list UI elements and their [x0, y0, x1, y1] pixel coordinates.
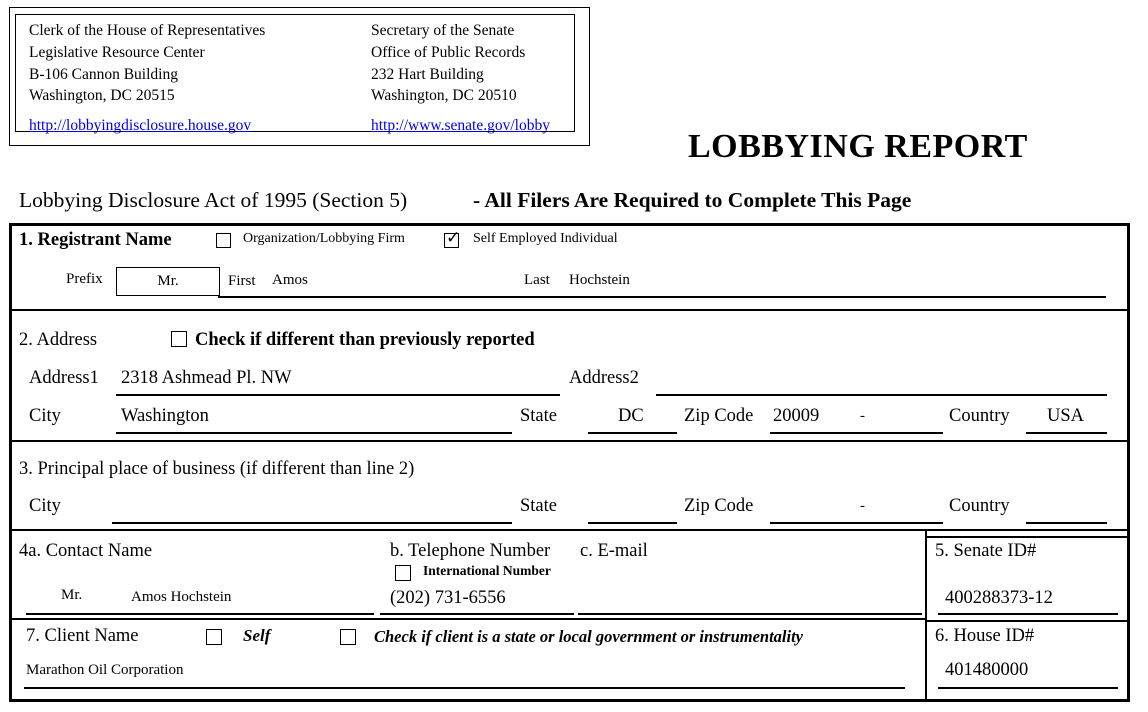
- contact-name-field[interactable]: Amos Hochstein: [131, 589, 232, 605]
- contact-name-label: 4a. Contact Name: [19, 541, 153, 561]
- house-id-label: 6. House ID#: [935, 626, 1035, 646]
- principal-zip-dash: -: [860, 498, 865, 514]
- client-name-field[interactable]: Marathon Oil Corporation: [26, 662, 184, 678]
- city-underline: [116, 432, 512, 434]
- last-name-label: Last: [524, 272, 550, 288]
- address-different-label: Check if different than previously reported: [195, 330, 535, 350]
- client-self-label: Self: [243, 626, 271, 645]
- address1-label: Address1: [29, 368, 99, 388]
- senate-id-label: 5. Senate ID#: [935, 541, 1037, 561]
- state-local-government-label: Check if client is a state or local government or instrumentality: [374, 627, 804, 646]
- self-employed-checkbox[interactable]: [444, 228, 461, 248]
- senate-address-line4: Washington, DC 20510: [371, 87, 517, 104]
- state-field[interactable]: DC: [618, 406, 644, 426]
- address2-label: Address2: [569, 368, 639, 388]
- principal-city-underline: [112, 522, 512, 524]
- section-divider-2: [12, 440, 1127, 442]
- house-lobbying-link[interactable]: http://lobbyingdisclosure.house.gov: [29, 117, 252, 134]
- senate-id-underline: [938, 613, 1118, 615]
- client-self-checkbox[interactable]: [206, 629, 222, 645]
- contact-name-underline: [26, 613, 374, 615]
- principal-country-label: Country: [949, 496, 1010, 516]
- house-address-line1: Clerk of the House of Representatives: [29, 22, 266, 39]
- address1-field[interactable]: 2318 Ashmead Pl. NW: [121, 368, 292, 388]
- address2-underline: [656, 394, 1107, 396]
- telephone-field[interactable]: (202) 731-6556: [390, 588, 506, 608]
- zip-underline: [770, 432, 943, 434]
- section-divider-4: [12, 618, 926, 620]
- state-label: State: [520, 406, 557, 426]
- organization-option-label: Organization/Lobbying Firm: [243, 231, 405, 246]
- last-name-field[interactable]: Hochstein: [569, 272, 630, 288]
- self-employed-option-label: Self Employed Individual: [473, 231, 618, 246]
- senate-id-field[interactable]: 400288373-12: [945, 588, 1053, 608]
- principal-state-underline: [588, 522, 677, 524]
- principal-city-label: City: [29, 496, 61, 516]
- client-name-underline: [24, 687, 905, 689]
- house-id-underline: [938, 687, 1118, 689]
- state-underline: [588, 432, 677, 434]
- act-notice: - All Filers Are Required to Complete This Page: [473, 188, 912, 212]
- email-underline: [578, 613, 922, 615]
- id-box-divider: [927, 620, 1127, 622]
- country-field[interactable]: USA: [1047, 406, 1085, 426]
- telephone-underline: [380, 613, 574, 615]
- email-label: c. E-mail: [580, 541, 648, 561]
- address-different-checkbox[interactable]: [171, 331, 187, 347]
- address1-underline: [116, 394, 560, 396]
- senate-id-top-rule: [927, 536, 1127, 538]
- city-field[interactable]: Washington: [121, 406, 209, 426]
- act-line: Lobbying Disclosure Act of 1995 (Section 5): [19, 188, 408, 212]
- house-address-line3: B-106 Cannon Building: [29, 66, 178, 83]
- international-number-checkbox[interactable]: [395, 565, 411, 581]
- contact-prefix-field[interactable]: Mr.: [61, 587, 83, 603]
- zip-field[interactable]: 20009: [773, 406, 820, 426]
- telephone-label: b. Telephone Number: [390, 541, 551, 561]
- prefix-label: Prefix: [66, 271, 103, 287]
- organization-checkbox[interactable]: [216, 233, 231, 248]
- registrant-name-label: 1. Registrant Name: [19, 230, 172, 250]
- zip-dash: -: [860, 408, 865, 424]
- zip-label: Zip Code: [684, 406, 754, 426]
- country-underline: [1026, 432, 1107, 434]
- house-id-field[interactable]: 401480000: [945, 660, 1029, 680]
- checkmark-icon: ✓: [446, 228, 461, 248]
- principal-zip-underline: [770, 522, 943, 524]
- state-local-government-checkbox[interactable]: [340, 629, 356, 645]
- international-number-label: International Number: [423, 563, 551, 578]
- report-title: LOBBYING REPORT: [688, 128, 1028, 165]
- house-address-line2: Legislative Resource Center: [29, 44, 205, 61]
- house-address-line4: Washington, DC 20515: [29, 87, 175, 104]
- senate-address-line2: Office of Public Records: [371, 44, 526, 61]
- principal-country-underline: [1026, 522, 1107, 524]
- city-label: City: [29, 406, 61, 426]
- principal-place-label: 3. Principal place of business (if different than line 2): [19, 459, 415, 479]
- section-divider-1: [12, 309, 1127, 311]
- section-divider-3: [12, 529, 1127, 531]
- first-name-field[interactable]: Amos: [272, 272, 308, 288]
- country-label: Country: [949, 406, 1010, 426]
- principal-zip-label: Zip Code: [684, 496, 754, 516]
- prefix-field[interactable]: Mr.: [116, 267, 220, 296]
- principal-state-label: State: [520, 496, 557, 516]
- id-column-divider: [925, 531, 927, 701]
- address-section-label: 2. Address: [19, 330, 98, 350]
- senate-lobbying-link[interactable]: http://www.senate.gov/lobby: [371, 117, 550, 134]
- client-name-label: 7. Client Name: [26, 626, 139, 646]
- senate-address-line1: Secretary of the Senate: [371, 22, 515, 39]
- senate-address-line3: 232 Hart Building: [371, 66, 484, 83]
- first-name-label: First: [228, 273, 256, 289]
- name-underline: [218, 296, 1106, 298]
